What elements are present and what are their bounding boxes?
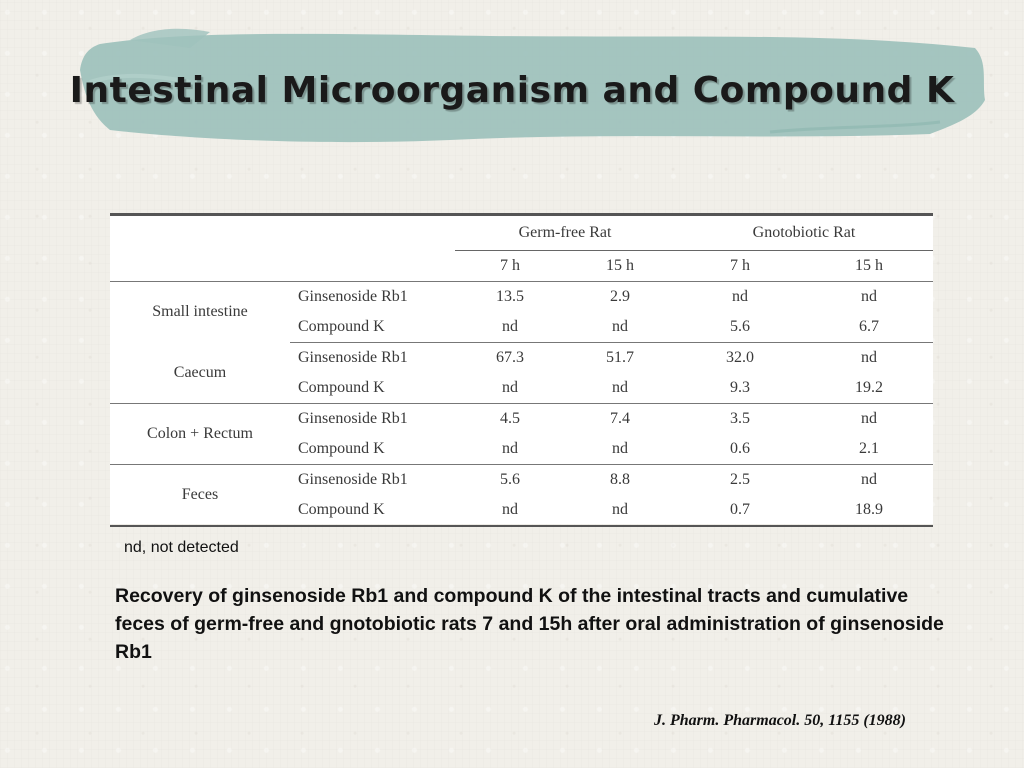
tissue-label: Caecum (110, 343, 290, 404)
page-title: Intestinal Microorganism and Compound K (69, 70, 955, 111)
compound-label: Compound K (298, 501, 385, 518)
cell-value: 8.8 (610, 471, 630, 488)
cell-value: 18.9 (855, 501, 883, 518)
cell-value: 2.5 (730, 471, 750, 488)
cell-value: 0.6 (675, 434, 805, 465)
cell-value: nd (861, 288, 877, 305)
cell-value: nd (565, 312, 675, 343)
cell-value: 13.5 (496, 288, 524, 305)
compound-label: Ginsenoside Rb1 (298, 349, 408, 366)
compound-label: Ginsenoside Rb1 (298, 471, 408, 488)
cell-value: 5.6 (500, 471, 520, 488)
cell-value: nd (455, 434, 565, 465)
cell-value: 5.6 (675, 312, 805, 343)
compound-label: Compound K (290, 373, 455, 404)
time-header: 7 h (675, 251, 805, 282)
cell-value: 19.2 (805, 373, 933, 404)
table-row (110, 343, 933, 374)
time-header: 15 h (565, 251, 675, 282)
cell-value: 32.0 (726, 349, 754, 366)
compound-label: Compound K (290, 434, 455, 465)
cell-value: nd (455, 373, 565, 404)
citation: J. Pharm. Pharmacol. 50, 1155 (1988) (654, 712, 907, 729)
cell-value: nd (455, 312, 565, 343)
cell-value: 2.1 (805, 434, 933, 465)
cell-value: nd (612, 501, 628, 518)
time-header: 15 h (805, 251, 933, 282)
table-caption: Recovery of ginsenoside Rb1 and compound K of the intestinal tracts and cumulative feces of germ-free and gnotobiotic rats 7 and 15h after oral administration of ginsenoside Rb1 (115, 585, 944, 663)
cell-value: nd (502, 501, 518, 518)
time-header: 7 h (455, 251, 565, 282)
table-footnote: nd, not detected (124, 539, 239, 556)
cell-value: nd (565, 373, 675, 404)
cell-value: nd (565, 434, 675, 465)
compound-label: Compound K (290, 312, 455, 343)
cell-value: 67.3 (496, 349, 524, 366)
cell-value: 3.5 (730, 410, 750, 427)
cell-value: nd (861, 471, 877, 488)
tissue-label: Small intestine (152, 303, 248, 321)
group-gnotobiotic: Gnotobiotic Rat (675, 216, 933, 251)
cell-value: 51.7 (606, 349, 634, 366)
cell-value: 6.7 (805, 312, 933, 343)
results-table (110, 213, 933, 524)
table-row (110, 465, 933, 496)
cell-value: 9.3 (675, 373, 805, 404)
cell-value: 4.5 (500, 410, 520, 427)
tissue-label: Feces (110, 465, 290, 527)
table-row (110, 404, 933, 435)
group-germ-free: Germ-free Rat (455, 216, 675, 251)
table-row (110, 282, 933, 313)
cell-value: nd (861, 349, 877, 366)
compound-label: Ginsenoside Rb1 (298, 410, 408, 427)
cell-value: 0.7 (730, 501, 750, 518)
cell-value: nd (861, 410, 877, 427)
compound-label: Ginsenoside Rb1 (298, 288, 408, 305)
cell-value: nd (732, 288, 748, 305)
tissue-label: Colon + Rectum (110, 404, 290, 465)
cell-value: 7.4 (610, 410, 630, 427)
cell-value: 2.9 (610, 288, 630, 305)
